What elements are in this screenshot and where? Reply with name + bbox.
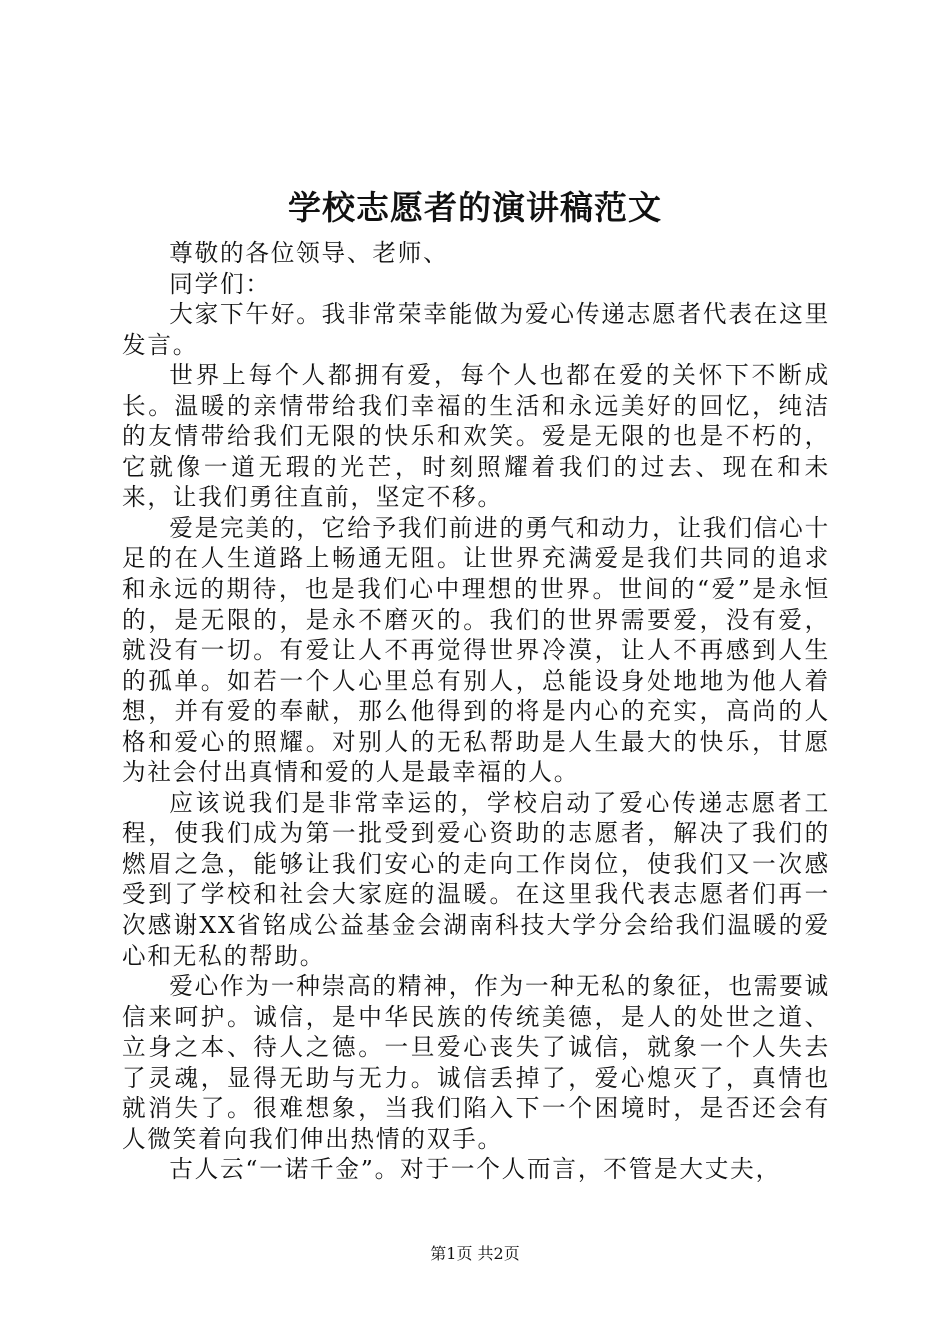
paragraph-4: 应该说我们是非常幸运的，学校启动了爱心传递志愿者工程，使我们成为第一批受到爱心资助的志愿者，解决了我们的燃眉之急，能够让我们安心的走向工作岗位，使我们又一次感受到了学校和社会大家庭的温暖。在这里我代表志愿者们再一次感谢XX省铭成公益基金会湖南科技大学分会给我们温暖的爱心和无私的帮助。	[122, 788, 830, 970]
paragraph-2: 世界上每个人都拥有爱，每个人也都在爱的关怀下不断成长。温暖的亲情带给我们幸福的生活和永远美好的回忆，纯洁的友情带给我们无限的快乐和欢笑。爱是无限的也是不朽的，它就像一道无瑕的光芒，时刻照耀着我们的过去、现在和未来，让我们勇往直前，坚定不移。	[122, 361, 830, 512]
paragraph-3: 爱是完美的，它给予我们前进的勇气和动力，让我们信心十足的在人生道路上畅通无阻。让世界充满爱是我们共同的追求和永远的期待，也是我们心中理想的世界。世间的“爱”是永恒的，是无限的，是永不磨灭的。我们的世界需要爱，没有爱，就没有一切。有爱让人不再觉得世界冷漠，让人不再感到人生的孤单。如若一个人心里总有别人，总能设身处地地为他人着想，并有爱的奉献，那么他得到的将是内心的充实，高尚的人格和爱心的照耀。对别人的无私帮助是人生最大的快乐，甘愿为社会付出真情和爱的人是最幸福的人。	[122, 513, 830, 787]
paragraph-salutation-1: 尊敬的各位领导、老师、	[169, 239, 449, 267]
document-title: 学校志愿者的演讲稿范文	[288, 188, 662, 227]
document-body	[122, 238, 830, 1185]
paragraph-6: 古人云“一诺千金”。对于一个人而言，不管是大丈夫，	[169, 1155, 781, 1184]
paragraph-greeting: 大家下午好。我非常荣幸能做为爱心传递志愿者代表在这里发言。	[122, 300, 830, 359]
paragraph-salutation-2: 同学们：	[169, 269, 271, 298]
page-footer: 第1页 共2页	[430, 1244, 520, 1263]
paragraph-5: 爱心作为一种崇高的精神，作为一种无私的象征，也需要诚信来呵护。诚信，是中华民族的传统美德，是人的处世之道、立身之本、待人之德。一旦爱心丧失了诚信，就象一个人失去了灵魂，显得无助与无力。诚信丢掉了，爱心熄灭了，真情也就消失了。很难想象，当我们陷入下一个困境时，是否还会有人微笑着向我们伸出热情的双手。	[122, 972, 830, 1153]
